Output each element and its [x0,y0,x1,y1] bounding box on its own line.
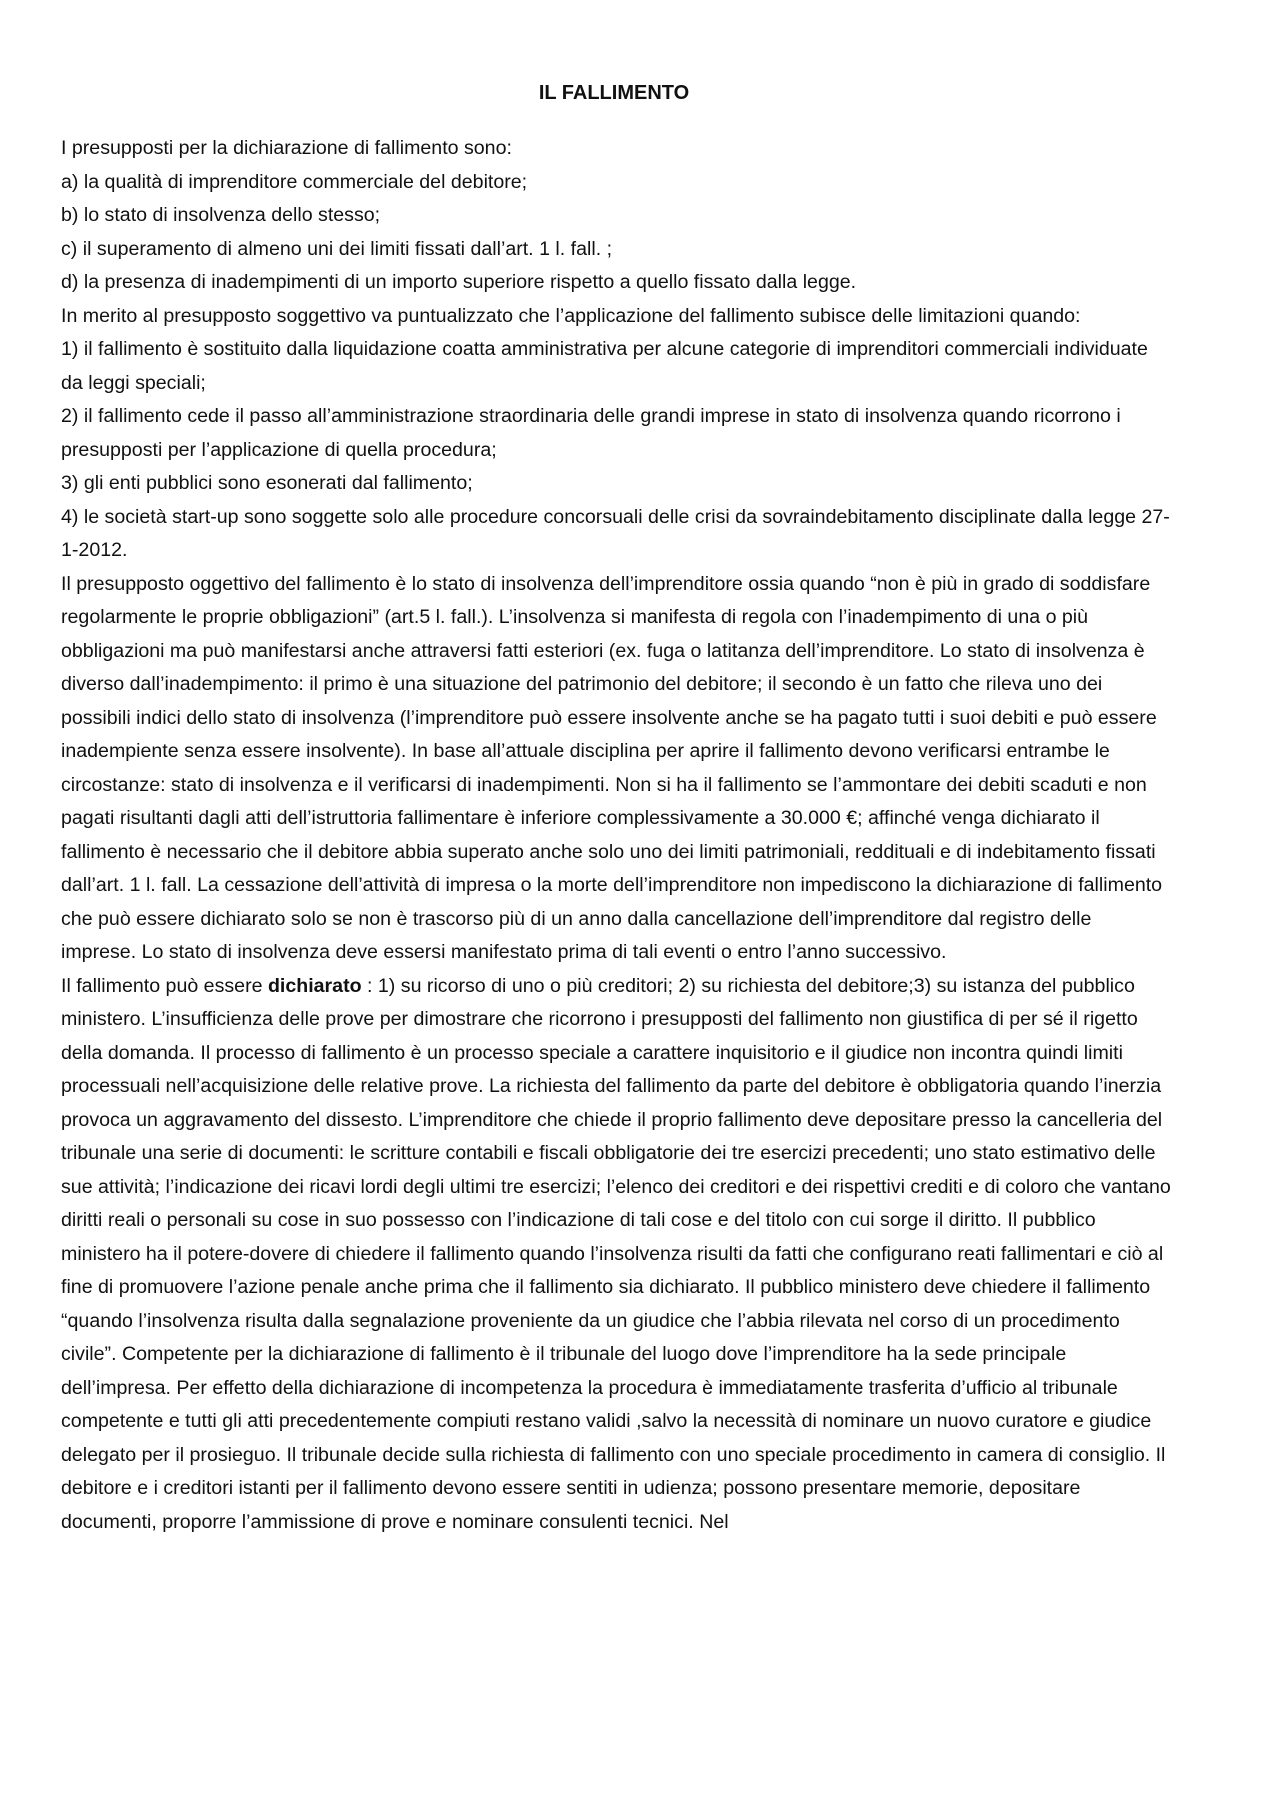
list-item: b) lo stato di insolvenza dello stesso; [61,204,381,226]
document-body [61,132,1171,1539]
paragraph: I presupposti per la dichiarazione di fallimento sono: [61,137,512,159]
document-title: IL FALLIMENTO [538,82,690,104]
list-item: 2) il fallimento cede il passo all’amministrazione straordinaria delle grandi imprese in stato di insolvenza quando ricorrono i presupposti per l’applicazione di quella procedura; [61,405,1121,461]
text-run: Il fallimento può essere [61,974,268,997]
bold-term: dichiarato [267,974,362,997]
list-item: 4) le società start-up sono soggette solo alle procedure concorsuali delle crisi da sovraindebitamento disciplinate dalla legge 27-1-2012. [61,505,1170,561]
list-item: 1) il fallimento è sostituito dalla liquidazione coatta amministrativa per alcune categorie di imprenditori commerciali individuate da leggi speciali; [61,338,1148,394]
list-item: d) la presenza di inadempimenti di un importo superiore rispetto a quello fissato dalla legge. [61,271,857,293]
paragraph: In merito al presupposto soggettivo va puntualizzato che l’applicazione del fallimento subisce delle limitazioni quando: [61,304,1081,327]
paragraph-last [61,970,1171,1540]
list-item: c) il superamento di almeno uni dei limiti fissati dall’art. 1 l. fall. ; [61,237,613,260]
list-item: a) la qualità di imprenditore commerciale del debitore; [61,170,528,193]
text-run: : 1) su ricorso di uno o più creditori; 2) su richiesta del debitore;3) su istanza del pubblico ministero. L’insufficienza delle prove per dimostrare che ricorrono i presupposti del fallimento non giustifica di per sé il rigetto della domanda. Il processo di fallimento è un processo speciale a carattere inquisitorio e il giudice non incontra quindi limiti processuali nell’acquisizione delle relative prove. La richiesta del fallimento da parte del debitore è obbligatoria quando l’inerzia provoca un aggravamento del dissesto. L’imprenditore che chiede il proprio fallimento deve depositare presso la cancelleria del tribunale una serie di documenti: le scritture contabili e fiscali obbligatorie dei tre esercizi precedenti; uno stato estimativo delle sue attività; l’indicazione dei ricavi lordi degli ultimi tre esercizi; l’elenco dei creditori e dei rispettivi crediti e di coloro che vantano diritti reali o personali su cose in suo possesso con l’indicazione di tali cose e del titolo con cui sorge il diritto. Il pubblico ministero ha il potere-dovere di chiedere il fallimento quando l’insolvenza risulti da fatti che configurano reati fallimentari e ciò al fine di promuovere l’azione penale anche prima che il fallimento sia dichiarato. Il pubblico ministero deve chiedere il fallimento “quando l’insolvenza risulta dalla segnalazione proveniente da un giudice che l’abbia rilevata nel corso di un procedimento civile”. Competente per la dichiarazione di fallimento è il tribunale del luogo dove l’imprenditore ha la sede principale dell’impresa. Per effetto della dichiarazione di incompetenza la procedura è immediatamente trasferita d’ufficio al tribunale competente e tutti gli atti precedentemente compiuti restano validi ,salvo la necessità di nominare un nuovo curatore e giudice delegato per il prosieguo. Il tribunale decide sulla richiesta di fallimento con uno speciale procedimento in camera di consiglio. Il debitore e i creditori istanti per il fallimento devono essere sentiti in udienza; possono presentare memorie, depositare documenti, proporre l’ammissione di prove e nominare consulenti tecnici. Nel [61,974,1171,1533]
list-item: 3) gli enti pubblici sono esonerati dal fallimento; [61,472,473,494]
paragraph: Il presupposto oggettivo del fallimento è lo stato di insolvenza dell’imprenditore ossia quando “non è più in grado di soddisfare regolarmente le proprie obbligazioni” (art.5 l. fall.). L’insolvenza si manifesta di regola con l’inadempimento di una o più obbligazioni ma può manifestarsi anche attraversi fatti esteriori (ex. fuga o latitanza dell’imprenditore. Lo stato di insolvenza è diverso dall’inadempimento: il primo è una situazione del patrimonio del debitore; il secondo è un fatto che rileva uno dei possibili indici dello stato di insolvenza (l’imprenditore può essere insolvente anche se ha pagato tutti i suoi debiti e può essere inadempiente senza essere insolvente). In base all’attuale disciplina per aprire il fallimento devono verificarsi entrambe le circostanze: stato di insolvenza e il verificarsi di inadempimenti. Non si ha il fallimento se l’ammontare dei debiti scaduti e non pagati risultanti dagli atti dell’istruttoria fallimentare è inferiore complessivamente a 30.000 €; affinché venga dichiarato il fallimento è necessario che il debitore abbia superato anche solo uno dei limiti patrimoniali, reddituali e di indebitamento fissati dall’art. 1 l. fall. La cessazione dell’attività di impresa o la morte dell’imprenditore non impediscono la dichiarazione di fallimento che può essere dichiarato solo se non è trascorso più di un anno dalla cancellazione dell’imprenditore dal registro delle imprese. Lo stato di insolvenza deve essersi manifestato prima di tali eventi o entro l’anno successivo. [61,572,1163,963]
